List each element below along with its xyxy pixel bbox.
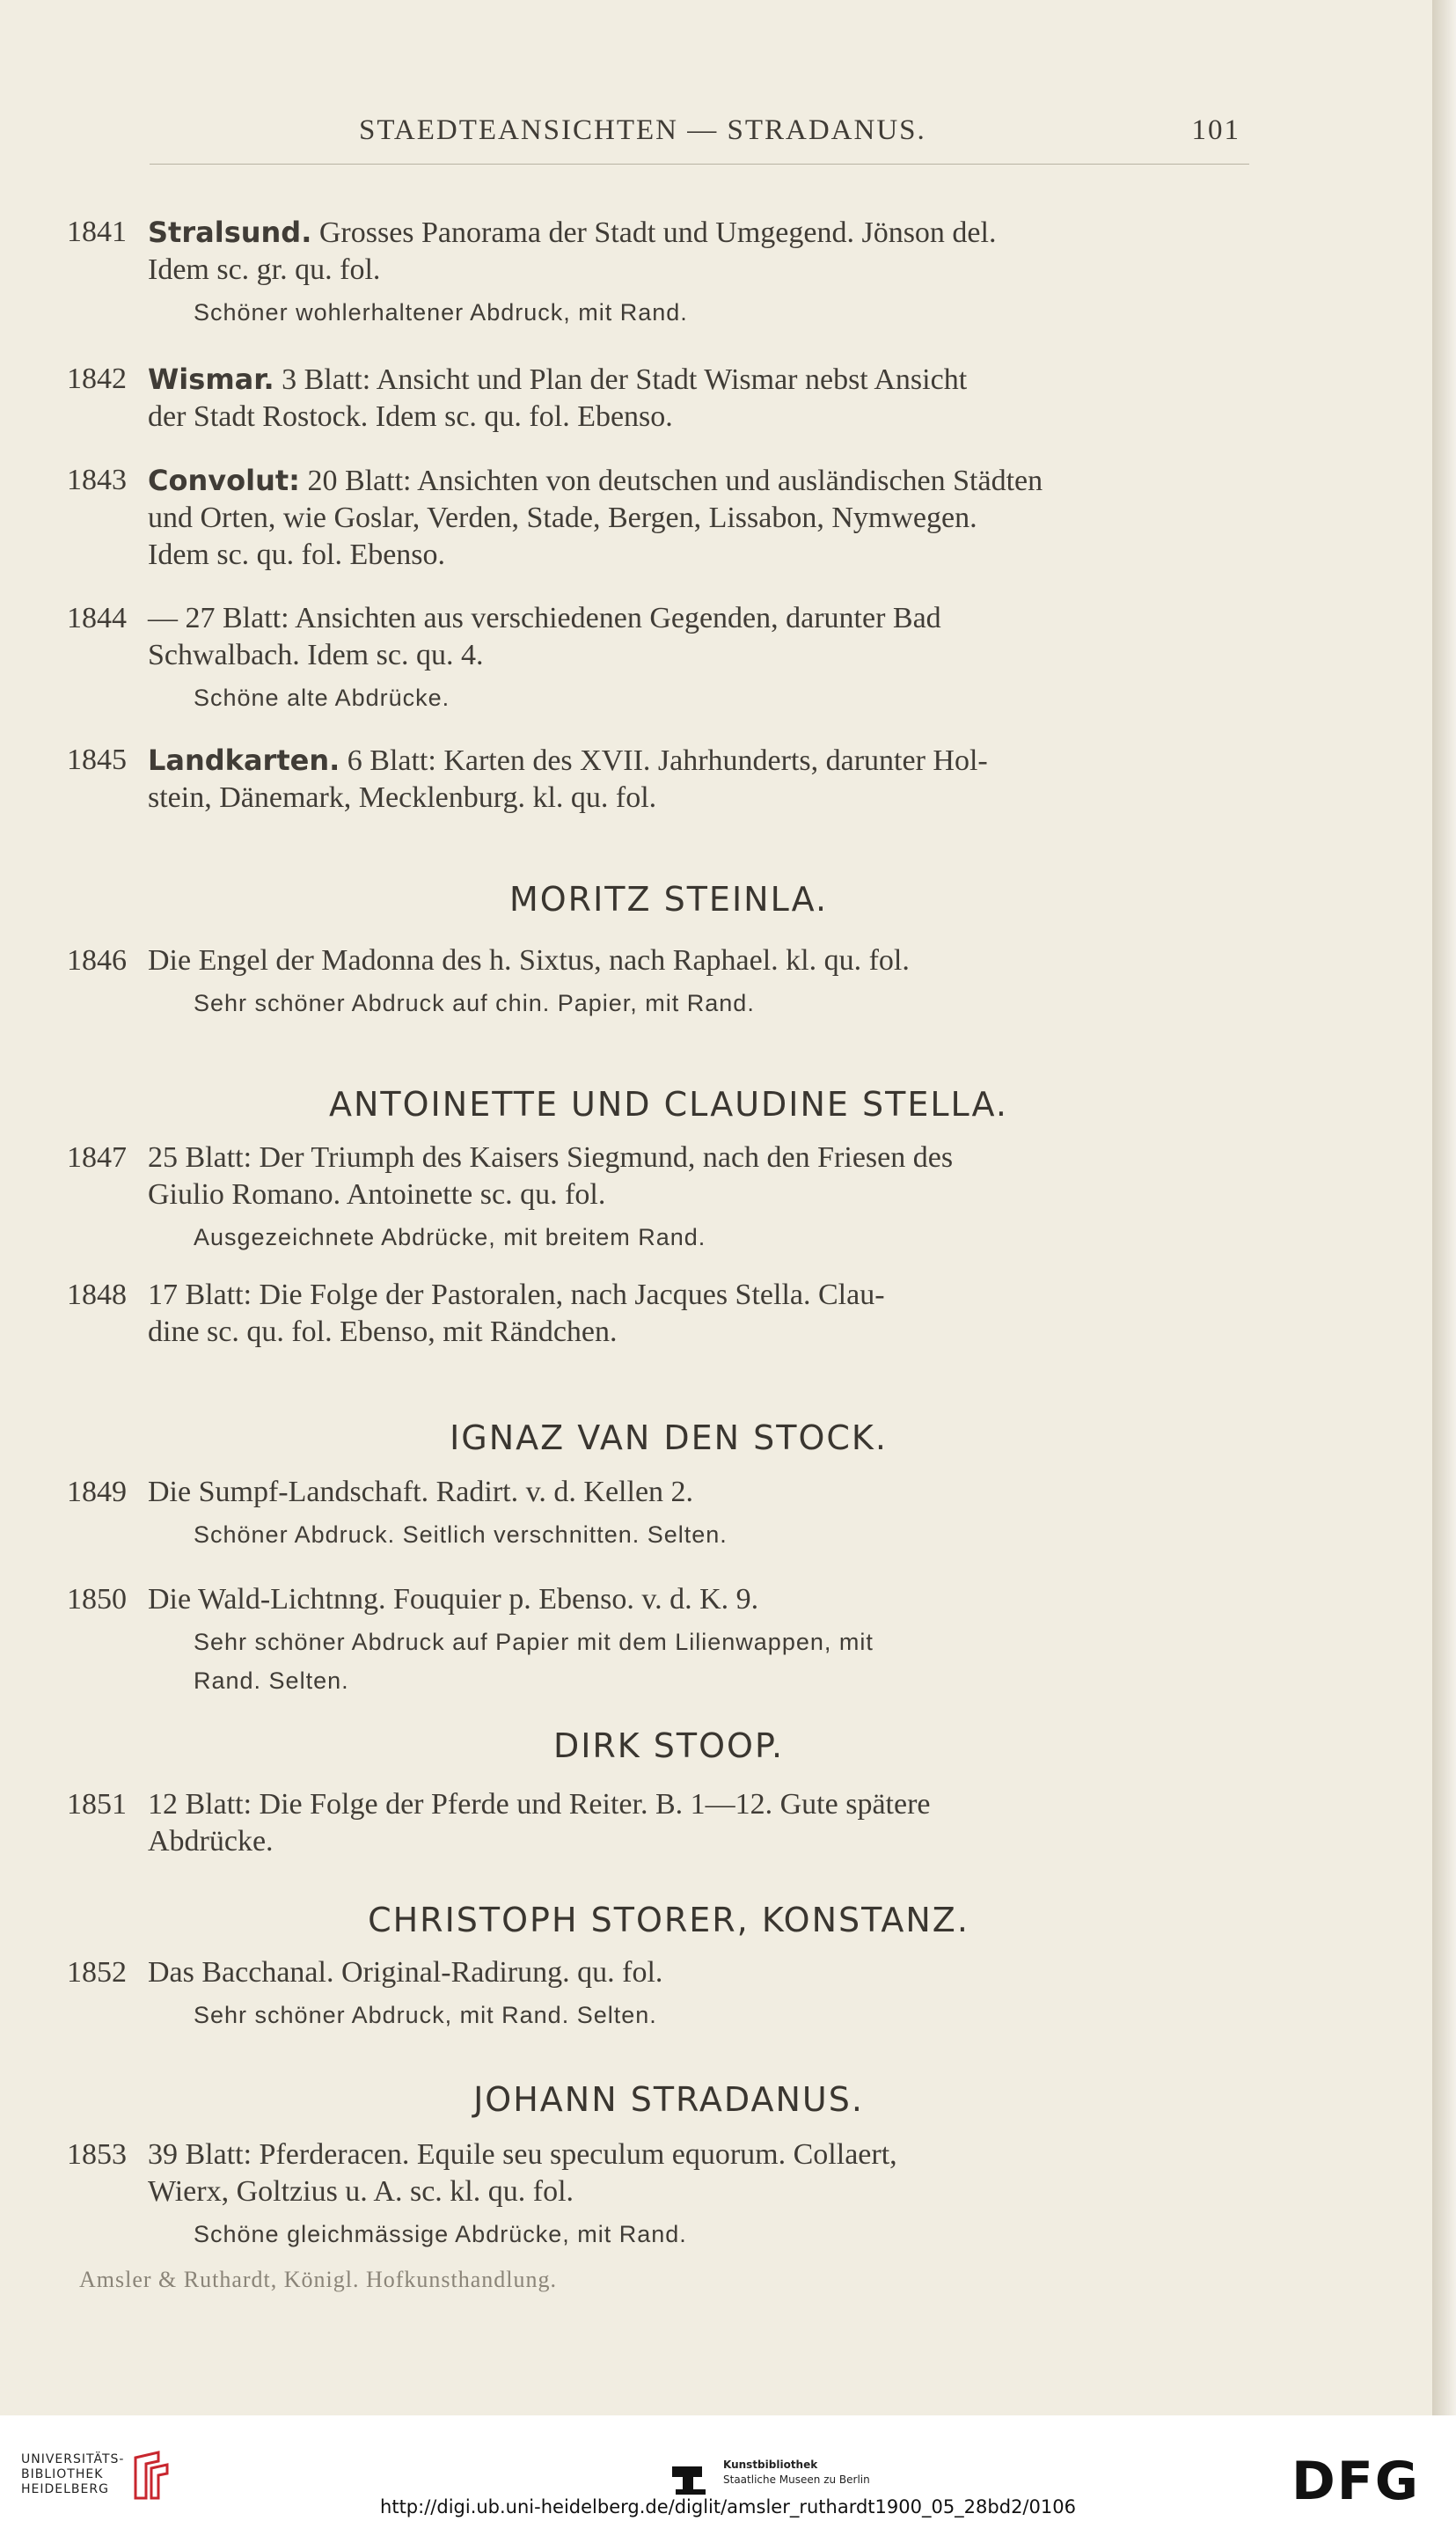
running-title: STAEDTEANSICHTEN — STRADANUS. [359,114,926,146]
entry-text: Abdrücke. [148,1825,274,1858]
entry-number: 1852 [67,1956,127,1989]
entry-text: 17 Blatt: Die Folge der Pastoralen, nach Jacques Stella. Clau- [148,1279,885,1311]
page-number: 101 [1191,114,1240,146]
entry-text: stein, Dänemark, Mecklenburg. kl. qu. fol. [148,781,657,814]
entry-1850 [67,1581,1255,1699]
entry-1853 [67,2136,1255,2253]
entry-1844 [67,600,1255,716]
section-heading-stradanus: JOHANN STRADANUS. [473,2080,864,2119]
entry-text: Idem sc. gr. qu. fol. [148,253,381,286]
entry-note: Sehr schöner Abdruck auf chin. Papier, mit Rand. [194,990,755,1016]
entry-text: Schwalbach. Idem sc. qu. 4. [148,639,484,671]
entry-text: Grosses Panorama der Stadt und Umgegend. Jönson del. [311,216,997,249]
entry-1847 [67,1140,1255,1256]
entry-text: 39 Blatt: Pferderacen. Equile seu speculum equorum. Collaert, [148,2138,897,2171]
entry-text: Die Sumpf-Landschaft. Radirt. v. d. Kellen 2. [148,1476,694,1508]
entry-text: — 27 Blatt: Ansichten aus verschiedenen Gegenden, darunter Bad [148,602,941,634]
entry-number: 1846 [67,944,127,977]
university-logo-icon [128,2449,172,2502]
entry-number: 1844 [67,602,127,634]
entry-1848 [67,1277,1255,1351]
entry-number: 1841 [67,216,127,248]
entry-1841 [67,214,1255,331]
entry-text: dine sc. qu. fol. Ebenso, mit Rändchen. [148,1315,618,1348]
entry-text: Wierx, Goltzius u. A. sc. kl. qu. fol. [148,2175,574,2208]
entry-1852 [67,1954,1255,2034]
entry-note: Sehr schöner Abdruck auf Papier mit dem Lilienwappen, mit [194,1629,874,1655]
entry-text: 20 Blatt: Ansichten von deutschen und ausländischen Städten [299,465,1043,497]
entry-number: 1845 [67,744,127,776]
entry-number: 1853 [67,2138,127,2171]
entry-1845 [67,742,1255,817]
entry-1843 [67,462,1255,574]
section-heading-stella: ANTOINETTE UND CLAUDINE STELLA. [329,1085,1008,1124]
entry-title: Stralsund. [148,216,312,249]
entry-note: Ausgezeichnete Abdrücke, mit breitem Rand. [194,1224,706,1250]
section-heading-steinla: MORITZ STEINLA. [509,880,829,919]
kunstbibliothek-label: Kunstbibliothek Staatliche Museen zu Berlin [723,2459,870,2486]
permalink-url[interactable]: http://digi.ub.uni-heidelberg.de/diglit/amsler_ruthardt1900_05_28bd2/0106 [380,2496,1076,2517]
entry-note: Schöne alte Abdrücke. [194,685,450,711]
entry-number: 1847 [67,1141,127,1174]
entry-number: 1850 [67,1583,127,1616]
entry-text: Idem sc. qu. fol. Ebenso. [148,539,446,571]
page-edge [1432,0,1456,2415]
entry-text: 3 Blatt: Ansicht und Plan der Stadt Wismar nebst Ansicht [274,363,968,396]
entry-number: 1843 [67,464,127,496]
entry-note: Schöner wohlerhaltener Abdruck, mit Rand. [194,299,688,326]
entry-text: 6 Blatt: Karten des XVII. Jahrhunderts, darunter Hol- [340,744,988,777]
entry-text: der Stadt Rostock. Idem sc. qu. fol. Ebenso. [148,400,673,433]
entry-title: Landkarten. [148,744,340,777]
entry-text: Die Wald-Lichtnng. Fouquier p. Ebenso. v. d. K. 9. [148,1583,759,1616]
running-head [158,114,1240,150]
section-heading-stoop: DIRK STOOP. [552,1726,785,1765]
entry-text: Das Bacchanal. Original-Radirung. qu. fol. [148,1956,663,1989]
entry-1849 [67,1474,1255,1553]
entry-number: 1849 [67,1476,127,1508]
entry-number: 1848 [67,1279,127,1311]
entry-1851 [67,1786,1255,1860]
entry-title: Convolut: [148,464,300,497]
entry-1842 [67,361,1255,436]
section-heading-storer: CHRISTOPH STORER, KONSTANZ. [368,1901,969,1939]
viewer-footer-bar [0,2415,1456,2521]
publisher-footer: Amsler & Ruthardt, Königl. Hofkunsthandlung. [79,2267,558,2292]
entry-text: Die Engel der Madonna des h. Sixtus, nach Raphael. kl. qu. fol. [148,944,910,977]
entry-note: Rand. Selten. [194,1667,349,1694]
kunstbibliothek-logo-icon [667,2459,711,2496]
entry-number: 1851 [67,1788,127,1821]
entry-text: 25 Blatt: Der Triumph des Kaisers Siegmund, nach den Friesen des [148,1141,954,1174]
entry-text: 12 Blatt: Die Folge der Pferde und Reiter. B. 1—12. Gute spätere [148,1788,931,1821]
entry-note: Schöner Abdruck. Seitlich verschnitten. Selten. [194,1521,728,1548]
university-library-label: UNIVERSITÄTS- BIBLIOTHEK HEIDELBERG [21,2452,125,2496]
entry-number: 1842 [67,363,127,395]
entry-note: Schöne gleichmässige Abdrücke, mit Rand. [194,2221,687,2247]
entry-1846 [67,942,1255,1022]
dfg-logo: DFG [1291,2451,1421,2512]
entry-text: und Orten, wie Goslar, Verden, Stade, Bergen, Lissabon, Nymwegen. [148,502,977,534]
header-rule [150,164,1249,165]
entry-title: Wismar. [148,363,274,396]
entry-note: Sehr schöner Abdruck, mit Rand. Selten. [194,2002,657,2028]
entry-text: Giulio Romano. Antoinette sc. qu. fol. [148,1178,606,1211]
section-heading-stock: IGNAZ VAN DEN STOCK. [450,1418,888,1457]
